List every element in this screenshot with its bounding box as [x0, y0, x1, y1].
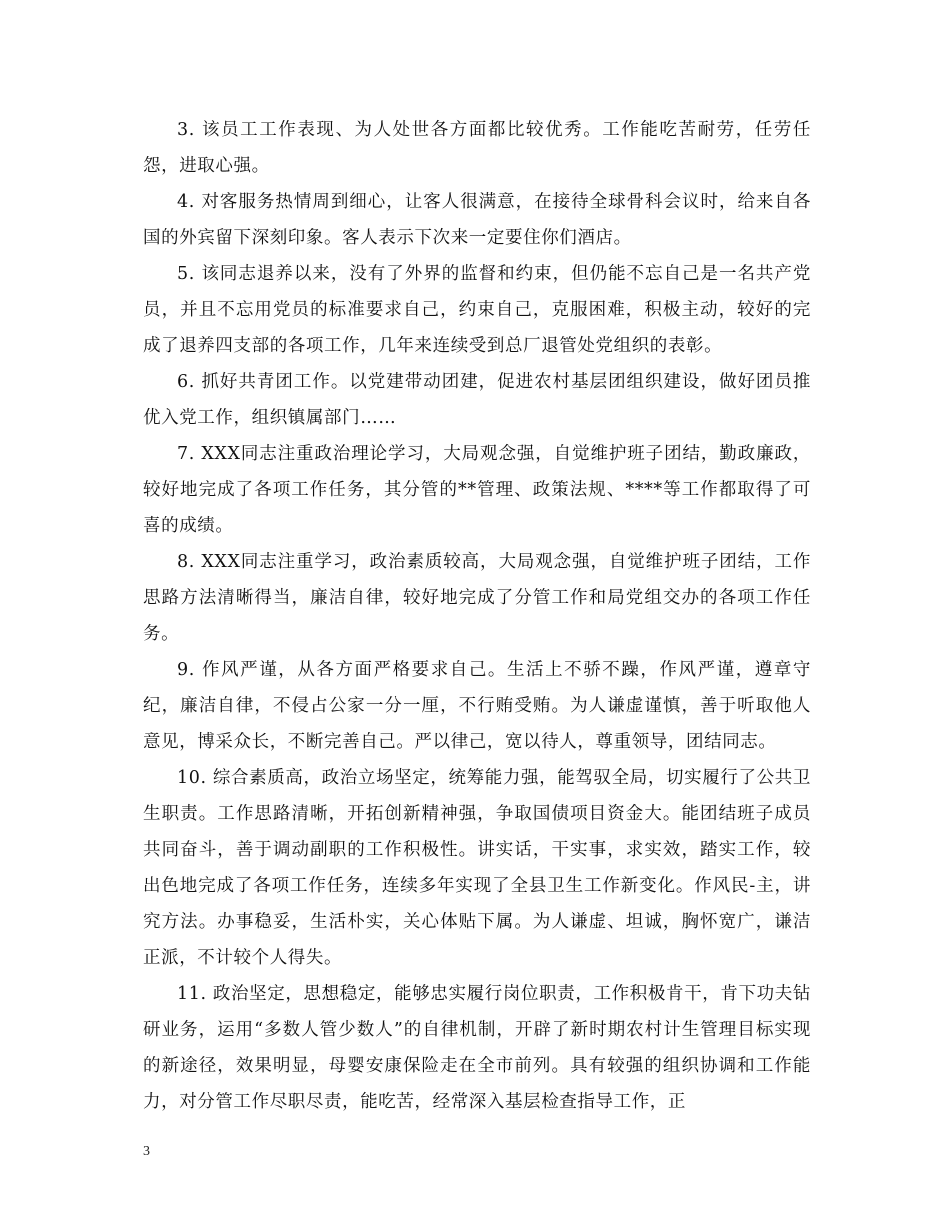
paragraph: 8. XXX同志注重学习，政治素质较高，大局观念强，自觉维护班子团结，工作思路方法清晰得当，廉洁自律，较好地完成了分管工作和局党组交办的各项工作任务。: [143, 552, 811, 644]
paragraph: 3. 该员工工作表现、为人处世各方面都比较优秀。工作能吃苦耐劳，任劳任怨，进取心强。: [143, 120, 811, 176]
page-number: 3: [143, 1144, 150, 1159]
paragraph: 5. 该同志退养以来，没有了外界的监督和约束，但仍能不忘自己是一名共产党员，并且不忘用党员的标准要求自己，约束自己，克服困难，积极主动，较好的完成了退养四支部的各项工作，几年来连续受到总厂退管处党组织的表彰。: [143, 264, 811, 356]
paragraph: 11. 政治坚定，思想稳定，能够忠实履行岗位职责，工作积极肯干，肯下功夫钻研业务，运用“多数人管少数人”的自律机制，开辟了新时期农村计生管理目标实现的新途径，效果明显，母婴安康保险走在全市前列。具有较强的组织协调和工作能力，对分管工作尽职尽责，能吃苦，经常深入基层检查指导工作，正: [143, 984, 811, 1112]
document-body: [143, 112, 811, 1120]
paragraph: 10. 综合素质高，政治立场坚定，统筹能力强，能驾驭全局，切实履行了公共卫生职责。工作思路清晰，开拓创新精神强，争取国债项目资金大。能团结班子成员共同奋斗，善于调动副职的工作积极性。讲实话，干实事，求实效，踏实工作，较出色地完成了各项工作任务，连续多年实现了全县卫生工作新变化。作风民-主，讲究方法。办事稳妥，生活朴实，关心体贴下属。为人谦虚、坦诚，胸怀宽广，谦洁正派，不计较个人得失。: [143, 768, 811, 968]
paragraph: 9. 作风严谨，从各方面严格要求自己。生活上不骄不躁，作风严谨，遵章守纪，廉洁自律，不侵占公家一分一厘，不行贿受贿。为人谦虚谨慎，善于听取他人意见，博采众长，不断完善自己。严以律己，宽以待人，尊重领导，团结同志。: [143, 660, 811, 752]
paragraph: 6. 抓好共青团工作。以党建带动团建，促进农村基层团组织建设，做好团员推优入党工作，组织镇属部门……: [143, 372, 811, 428]
paragraph: 4. 对客服务热情周到细心，让客人很满意，在接待全球骨科会议时，给来自各国的外宾留下深刻印象。客人表示下次来一定要住你们酒店。: [143, 192, 811, 248]
paragraph: 7. XXX同志注重政治理论学习，大局观念强，自觉维护班子团结，勤政廉政，较好地完成了各项工作任务，其分管的**管理、政策法规、****等工作都取得了可喜的成绩。: [143, 444, 811, 536]
